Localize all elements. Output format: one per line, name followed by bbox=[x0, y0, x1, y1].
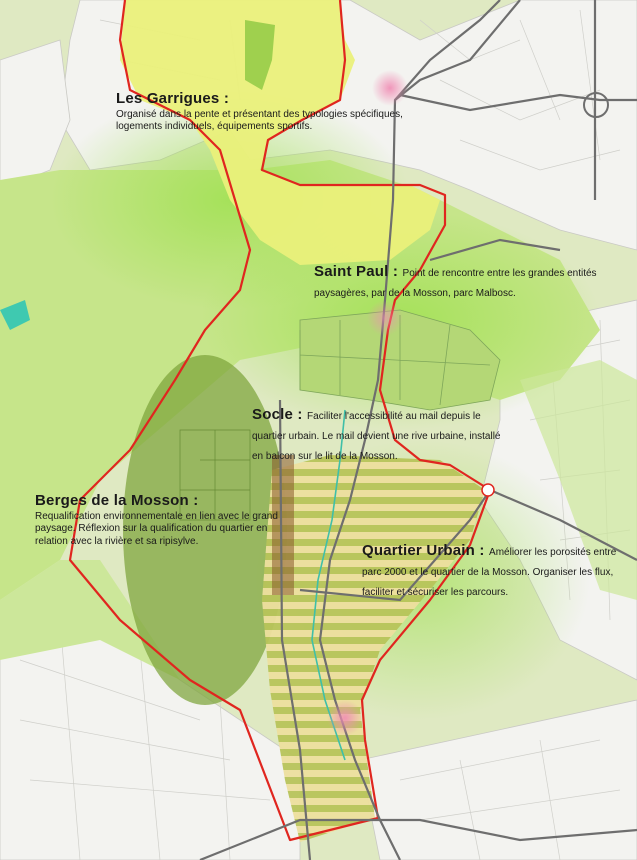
label-title: Socle : bbox=[252, 406, 303, 423]
label-title: Les Garrigues : bbox=[116, 90, 230, 107]
label-text: Faciliter l'accessibilité au mail depuis le quartier urbain. Le mail devient une rive urbaine, installé en balcon sur le lit de la Mosson. bbox=[252, 411, 501, 462]
roundabout-south bbox=[482, 484, 494, 496]
label-title: Berges de la Mosson : bbox=[35, 492, 199, 509]
tram-stop-marker bbox=[327, 700, 363, 736]
label-text: Point de rencontre entre les grandes entités paysagères, par de la Mosson, parc Malbosc. bbox=[314, 268, 597, 299]
label-saint-paul bbox=[314, 262, 604, 302]
label-les-garrigues bbox=[116, 90, 416, 134]
label-berges-de-la-mosson bbox=[35, 492, 280, 548]
label-title: Quartier Urbain : bbox=[362, 542, 485, 559]
label-text: Requalification environnementale en lien avec le grand paysage. Réflexion sur la qualification du quartier en relation avec la rivière et sa ripisylve. bbox=[35, 510, 278, 547]
label-title: Saint Paul : bbox=[314, 263, 399, 280]
label-quartier-urbain bbox=[362, 541, 622, 601]
label-socle bbox=[252, 405, 502, 465]
tram-stop-marker bbox=[367, 300, 403, 336]
label-text: Améliorer les porosités entre parc 2000 et le quartier de la Mosson. Organiser les flux, faciliter et sécuriser les parcours. bbox=[362, 547, 617, 598]
label-text: Organisé dans la pente et présentant des typologies spécifiques, logements individuels, équipements sportifs. bbox=[116, 108, 403, 133]
